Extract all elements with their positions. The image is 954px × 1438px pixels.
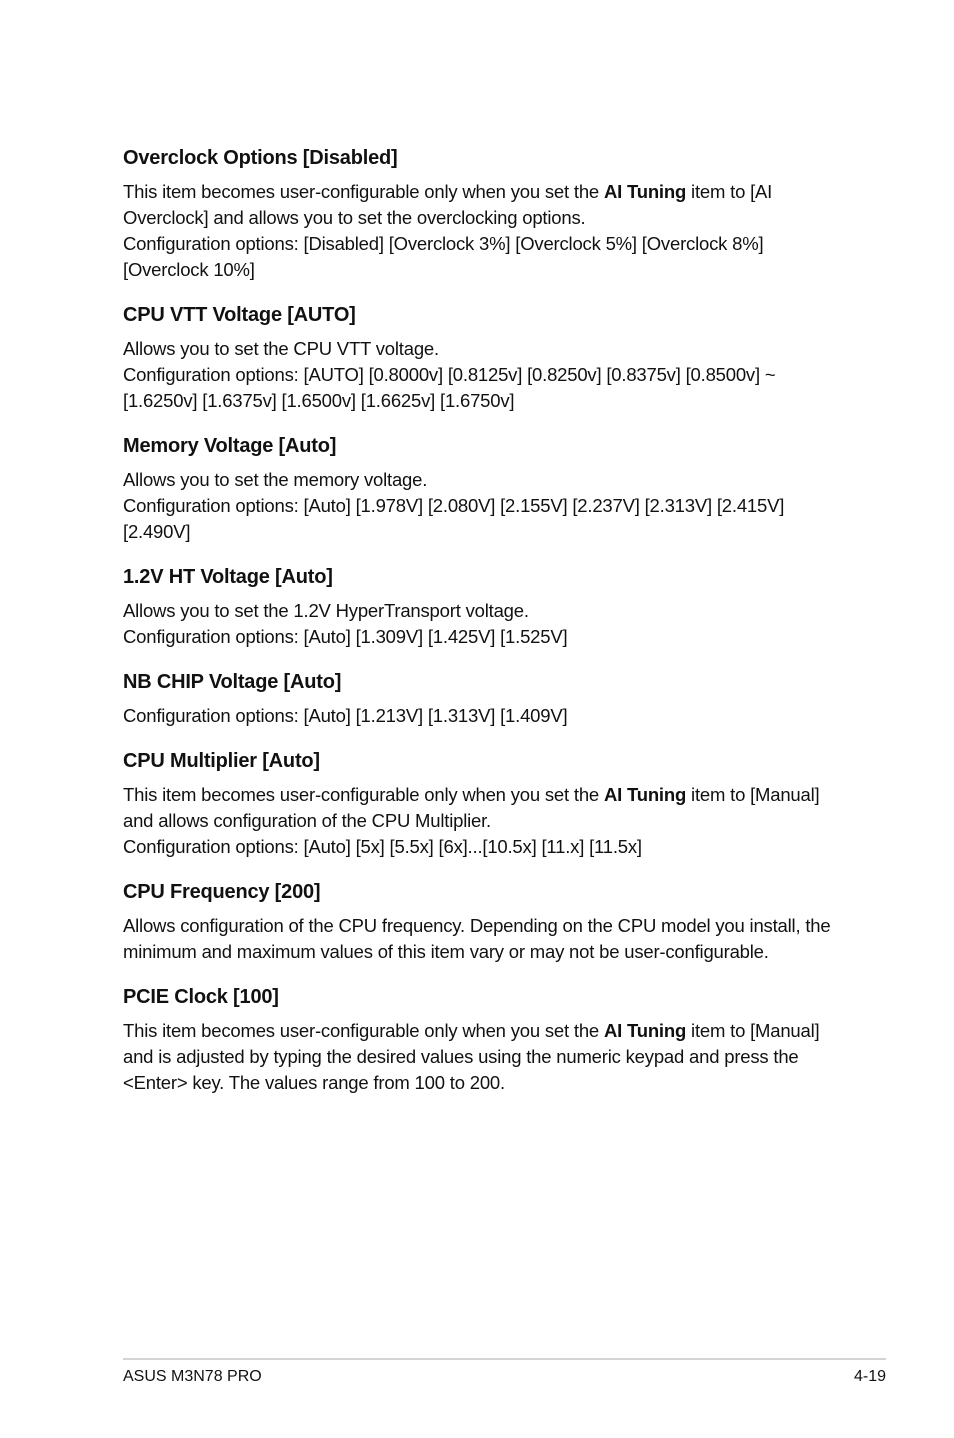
description-bold-term: AI Tuning xyxy=(603,1020,687,1041)
section-config-options: Configuration options: [AUTO] [0.8000v] [0.8125v] [0.8250v] [0.8375v] [0.8500v] ~ [1.6250v] [1.6375v] [1.6500v] [1.6625v] [1.6750v] xyxy=(123,364,776,411)
section-heading: CPU Frequency [200] xyxy=(123,881,321,903)
section-config-options: Configuration options: [Auto] [1.213V] [1.313V] [1.409V] xyxy=(123,705,568,726)
description-text: item to [Manual] and is adjusted by typing the desired values using the numeric keypad and press the <Enter> key. The values range from 100 to 200. xyxy=(123,1020,820,1093)
section-heading: Memory Voltage [Auto] xyxy=(123,435,337,457)
section-description xyxy=(123,1018,843,1096)
section-nb-chip-voltage xyxy=(123,667,843,729)
section-description: Allows you to set the CPU VTT voltage. xyxy=(123,338,439,359)
description-bold-term: AI Tuning xyxy=(603,181,687,202)
section-config-options: Configuration options: [Disabled] [Overclock 3%] [Overclock 5%] [Overclock 8%] [Overclock 10%] xyxy=(123,233,764,280)
page-content xyxy=(123,143,843,1113)
section-description: Allows you to set the memory voltage. xyxy=(123,469,428,490)
description-text: item to [Manual] and allows configuration of the CPU Multiplier. xyxy=(123,784,820,831)
section-description xyxy=(123,179,843,231)
section-cpu-multiplier xyxy=(123,746,843,860)
footer-divider xyxy=(123,1358,886,1360)
footer-page-number: 4-19 xyxy=(853,1368,886,1385)
section-description: Allows you to set the 1.2V HyperTransport voltage. xyxy=(123,600,529,621)
description-bold-term: AI Tuning xyxy=(603,784,687,805)
section-memory-voltage xyxy=(123,431,843,545)
description-text: item to [AI Overclock] and allows you to set the overclocking options. xyxy=(123,181,773,228)
description-text: This item becomes user-configurable only when you set the xyxy=(123,181,604,202)
section-heading: Overclock Options [Disabled] xyxy=(123,147,398,169)
section-heading: PCIE Clock [100] xyxy=(123,986,279,1008)
description-text: This item becomes user-configurable only when you set the xyxy=(123,784,604,805)
description-text: This item becomes user-configurable only when you set the xyxy=(123,1020,604,1041)
section-heading: 1.2V HT Voltage [Auto] xyxy=(123,566,333,588)
section-heading: CPU VTT Voltage [AUTO] xyxy=(123,304,356,326)
section-heading: CPU Multiplier [Auto] xyxy=(123,750,320,772)
section-description: Allows configuration of the CPU frequency. Depending on the CPU model you install, the minimum and maximum values of this item vary or may not be user-configurable. xyxy=(123,915,831,962)
section-ht-voltage xyxy=(123,562,843,650)
section-cpu-frequency xyxy=(123,877,843,965)
section-heading: NB CHIP Voltage [Auto] xyxy=(123,671,342,693)
section-config-options: Configuration options: [Auto] [5x] [5.5x] [6x]...[10.5x] [11.x] [11.5x] xyxy=(123,836,642,857)
section-pcie-clock xyxy=(123,982,843,1096)
section-cpu-vtt-voltage xyxy=(123,300,843,414)
section-config-options: Configuration options: [Auto] [1.309V] [1.425V] [1.525V] xyxy=(123,626,568,647)
footer-product-name: ASUS M3N78 PRO xyxy=(123,1368,262,1385)
section-overclock-options xyxy=(123,143,843,283)
section-description xyxy=(123,782,843,834)
section-config-options: Configuration options: [Auto] [1.978V] [2.080V] [2.155V] [2.237V] [2.313V] [2.415V] [2.490V] xyxy=(123,495,785,542)
